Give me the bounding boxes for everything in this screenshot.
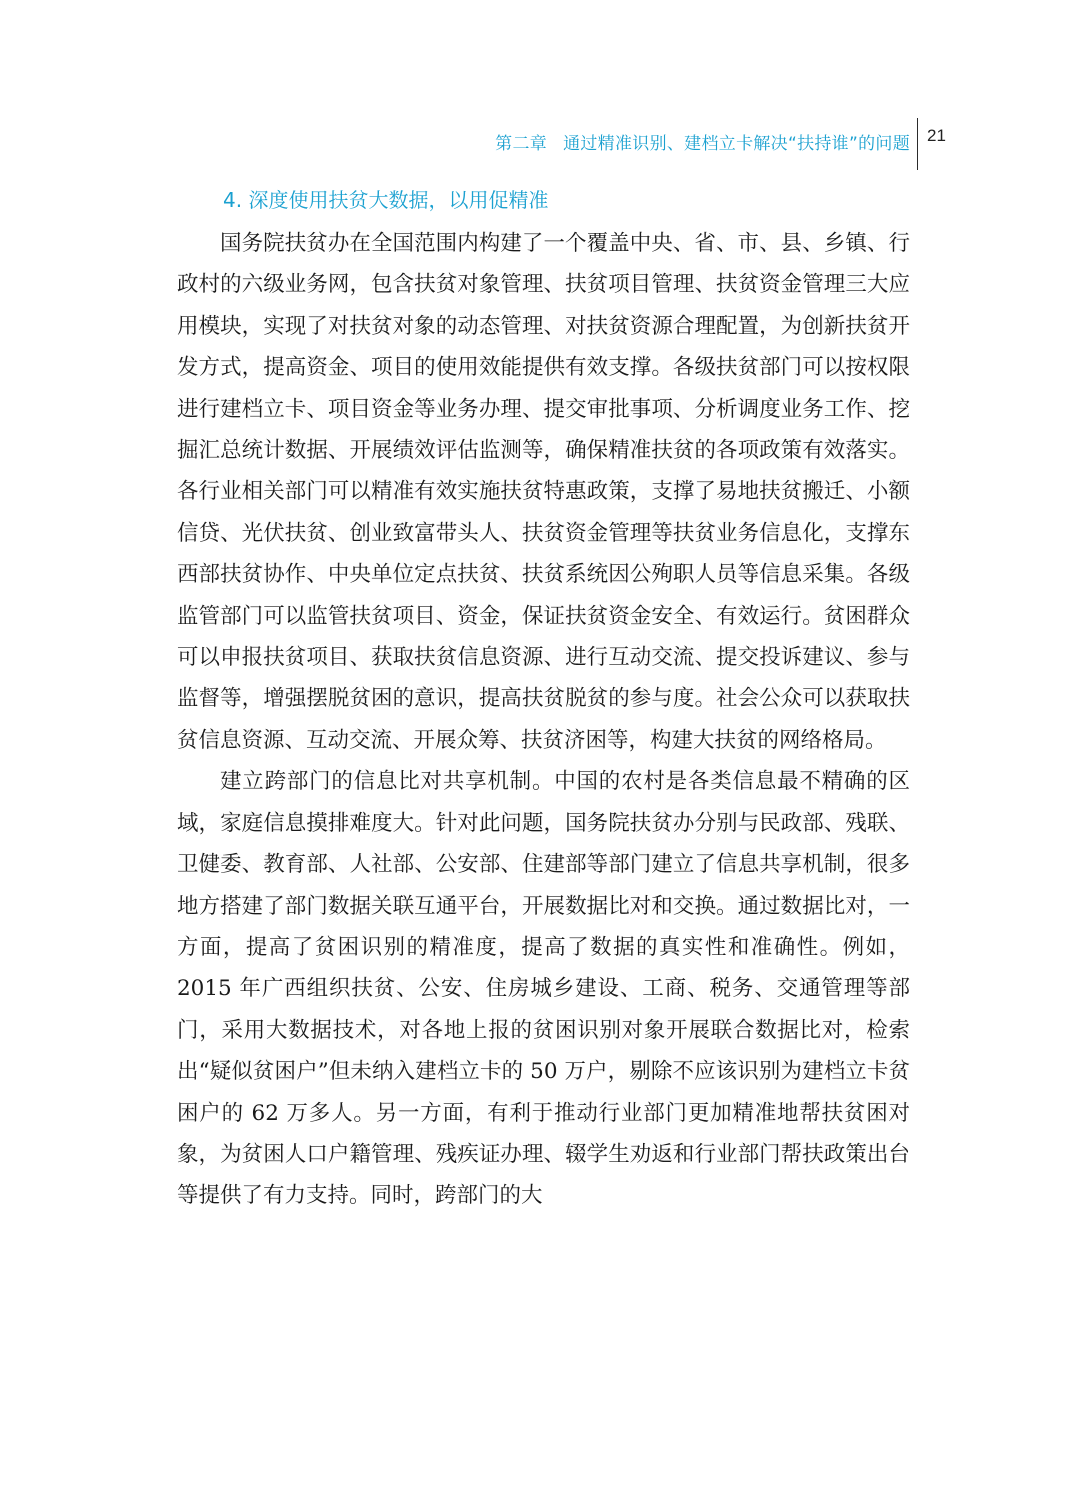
running-header — [495, 130, 910, 158]
section-heading: 4. 深度使用扶贫大数据，以用促精准 — [223, 188, 549, 212]
paragraph: 建立跨部门的信息比对共享机制。中国的农村是各类信息最不精确的区域，家庭信息摸排难度大。针对此问题，国务院扶贫办分别与民政部、残联、卫健委、教育部、人社部、公安部、住建部等部门建立了信息共享机制，很多地方搭建了部门数据关联互通平台，开展数据比对和交换。通过数据比对，一方面，提高了贫困识别的精准度，提高了数据的真实性和准确性。例如，2015 年广西组织扶贫、公安、住房城乡建设、工商、税务、交通管理等部门，采用大数据技术，对各地上报的贫困识别对象开展联合数据比对，检索出“疑似贫困户”但未纳入建档立卡的 50 万户，剔除不应该识别为建档立卡贫困户的 62 万多人。另一方面，有利于推动行业部门更加精准地帮扶贫困对象，为贫困人口户籍管理、残疾证办理、辍学生劝返和行业部门帮扶政策出台等提供了有力支持。同时，跨部门的大 — [177, 769, 910, 1209]
header-divider — [917, 118, 918, 170]
paragraph: 国务院扶贫办在全国范围内构建了一个覆盖中央、省、市、县、乡镇、行政村的六级业务网，包含扶贫对象管理、扶贫项目管理、扶贫资金管理三大应用模块，实现了对扶贫对象的动态管理、对扶贫资源合理配置，为创新扶贫开发方式，提高资金、项目的使用效能提供有效支撑。各级扶贫部门可以按权限进行建档立卡、项目资金等业务办理、提交审批事项、分析调度业务工作、挖掘汇总统计数据、开展绩效评估监测等，确保精准扶贫的各项政策有效落实。各行业相关部门可以精准有效实施扶贫特惠政策，支撑了易地扶贫搬迁、小额信贷、光伏扶贫、创业致富带头人、扶贫资金管理等扶贫业务信息化，支撑东西部扶贫协作、中央单位定点扶贫、扶贫系统因公殉职人员等信息采集。各级监管部门可以监管扶贫项目、资金，保证扶贫资金安全、有效运行。贫困群众可以申报扶贫项目、获取扶贫信息资源、进行互动交流、提交投诉建议、参与监督等，增强摆脱贫困的意识，提高扶贫脱贫的参与度。社会公众可以获取扶贫信息资源、互动交流、开展众筹、扶贫济困等，构建大扶贫的网络格局。 — [177, 231, 910, 753]
chapter-number: 第二章 — [495, 134, 548, 154]
chapter-title: 通过精准识别、建档立卡解决“扶持谁”的问题 — [563, 134, 910, 154]
page-number: 21 — [927, 126, 946, 145]
body-text — [177, 223, 910, 1217]
